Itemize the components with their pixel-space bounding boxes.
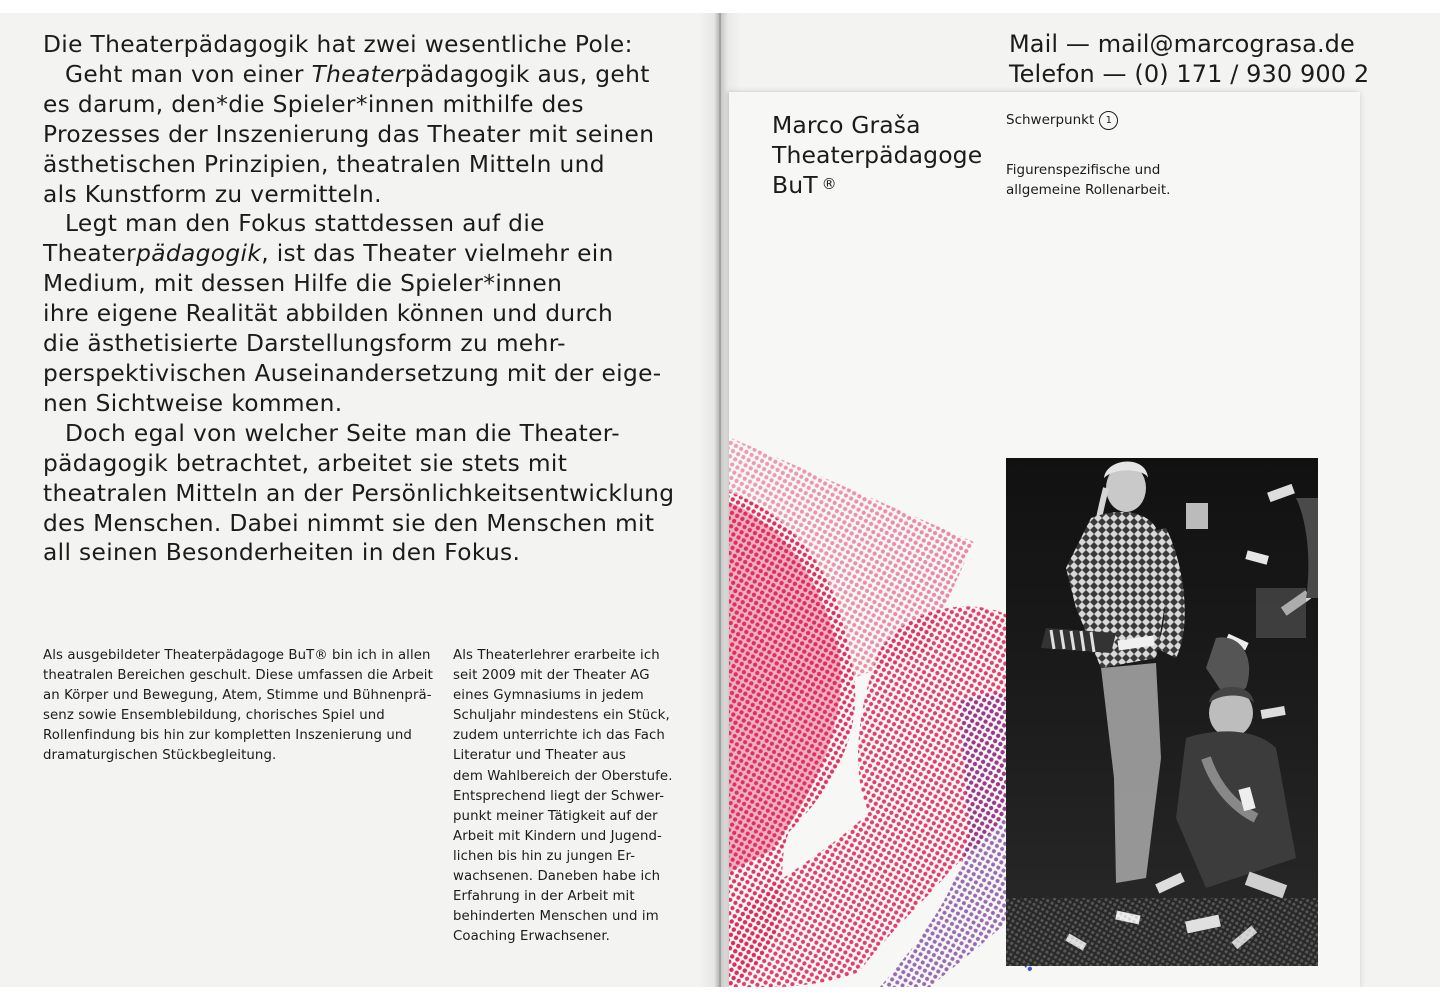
focus-description [1006, 160, 1170, 201]
lead-text: Geht man von einer [65, 60, 304, 88]
lead-line: Die Theaterpädagogik hat zwei wesentliche Pole: [43, 31, 633, 58]
left-page [0, 13, 718, 987]
body-column-teaching [453, 646, 683, 947]
body-line: behinderten Menschen und im [453, 909, 659, 925]
lead-line: Medium, mit dessen Hilfe die Spieler*innen [43, 270, 563, 298]
focus-line: allgemeine Rollenarbeit. [1006, 182, 1171, 199]
focus-label-text: Schwerpunkt [1006, 111, 1095, 128]
person-name: Marco Graša [772, 111, 921, 139]
lead-line: Prozesses der Inszenierung das Theater mit seinen [43, 120, 655, 148]
focus-line: Figurenspezifische und [1006, 162, 1161, 178]
body-line: Rollenfindung bis hin zur kompletten Inszenierung und [43, 728, 412, 744]
body-line: dem Wahlbereich der Oberstufe. [453, 768, 673, 784]
focus-number-badge: 1 [1099, 111, 1118, 130]
body-column-training [43, 646, 433, 767]
theatre-photo [1006, 458, 1318, 966]
lead-emphasis: pädagogik [136, 240, 262, 268]
lead-line: es darum, den*die Spieler*innen mithilfe des [43, 90, 584, 118]
body-line: an Körper und Bewegung, Atem, Stimme und Bühnenprä- [43, 688, 432, 704]
lead-line [43, 239, 693, 269]
body-line: Erfahrung in der Arbeit mit [453, 889, 635, 905]
lead-line: ihre eigene Realität abbilden können und durch [43, 300, 614, 328]
body-line: senz sowie Ensemblebildung, chorisches Spiel und [43, 708, 385, 724]
body-line: lichen bis hin zu jungen Er- [453, 848, 636, 864]
lead-line: die ästhetisierte Darstellungsform zu mehr- [43, 330, 566, 358]
body-line: eines Gymnasiums in jedem [453, 688, 644, 704]
body-line: dramaturgischen Stückbegleitung. [43, 748, 277, 764]
lead-line: perspektivischen Auseinandersetzung mit der eige- [43, 359, 662, 387]
contact-block [1009, 30, 1369, 89]
lead-line: pädagogik betrachtet, arbeitet sie stets mit [43, 449, 568, 477]
lead-text: , ist das Theater vielmehr ein [261, 240, 614, 268]
lead-line: nen Sichtweise kommen. [43, 389, 343, 417]
bottom-margin [0, 987, 1440, 1000]
lead-line: des Menschen. Dabei nimmt sie den Menschen mit [43, 509, 655, 537]
body-line: Entsprechend liegt der Schwer- [453, 788, 665, 804]
lead-line: ästhetischen Prinzipien, theatralen Mitteln und [43, 150, 605, 178]
lead-line: Doch egal von welcher Seite man die Theater- [65, 419, 620, 447]
registered-mark: ® [821, 175, 837, 193]
certification [772, 170, 982, 200]
certification-text: BuT [772, 171, 818, 199]
lead-line [43, 60, 693, 90]
top-margin [0, 0, 1440, 13]
body-line: Schuljahr mindestens ein Stück, [453, 708, 670, 724]
contact-mail[interactable]: Mail — mail@marcograsa.de [1009, 30, 1355, 58]
person-role: Theaterpädagoge [772, 141, 983, 169]
body-line: punkt meiner Tätigkeit auf der [453, 808, 658, 824]
lead-line: als Kunstform zu vermitteln. [43, 180, 382, 208]
lead-line: all seinen Besonderheiten in den Fokus. [43, 539, 521, 567]
lead-text: Theater [43, 240, 137, 268]
body-line: seit 2009 mit der Theater AG [453, 668, 650, 684]
body-line: Arbeit mit Kindern und Jugend- [453, 828, 662, 844]
flyer-title [772, 110, 982, 200]
lead-text: pädagogik aus, geht [404, 60, 650, 88]
flyer-card [729, 92, 1360, 988]
body-line: Coaching Erwachsener. [453, 929, 611, 945]
body-line: zudem unterrichte ich das Fach [453, 728, 665, 744]
focus-heading [1006, 110, 1118, 129]
lead-line: Legt man den Fokus stattdessen auf die [65, 210, 545, 238]
lead-paragraph [43, 30, 693, 568]
body-line: Als Theaterlehrer erarbeite ich [453, 648, 660, 663]
lead-line: theatralen Mitteln an der Persönlichkeitsentwicklung [43, 479, 675, 507]
lead-emphasis: Theater [311, 60, 405, 88]
contact-phone[interactable]: Telefon — (0) 171 / 930 900 2 [1009, 59, 1370, 88]
body-line: wachsenen. Daneben habe ich [453, 869, 661, 885]
body-line: Literatur und Theater aus [453, 748, 626, 764]
body-line: Als ausgebildeter Theaterpädagoge BuT® bin ich in allen [43, 648, 431, 663]
body-line: theatralen Bereichen geschult. Diese umfassen die Arbeit [43, 668, 433, 684]
